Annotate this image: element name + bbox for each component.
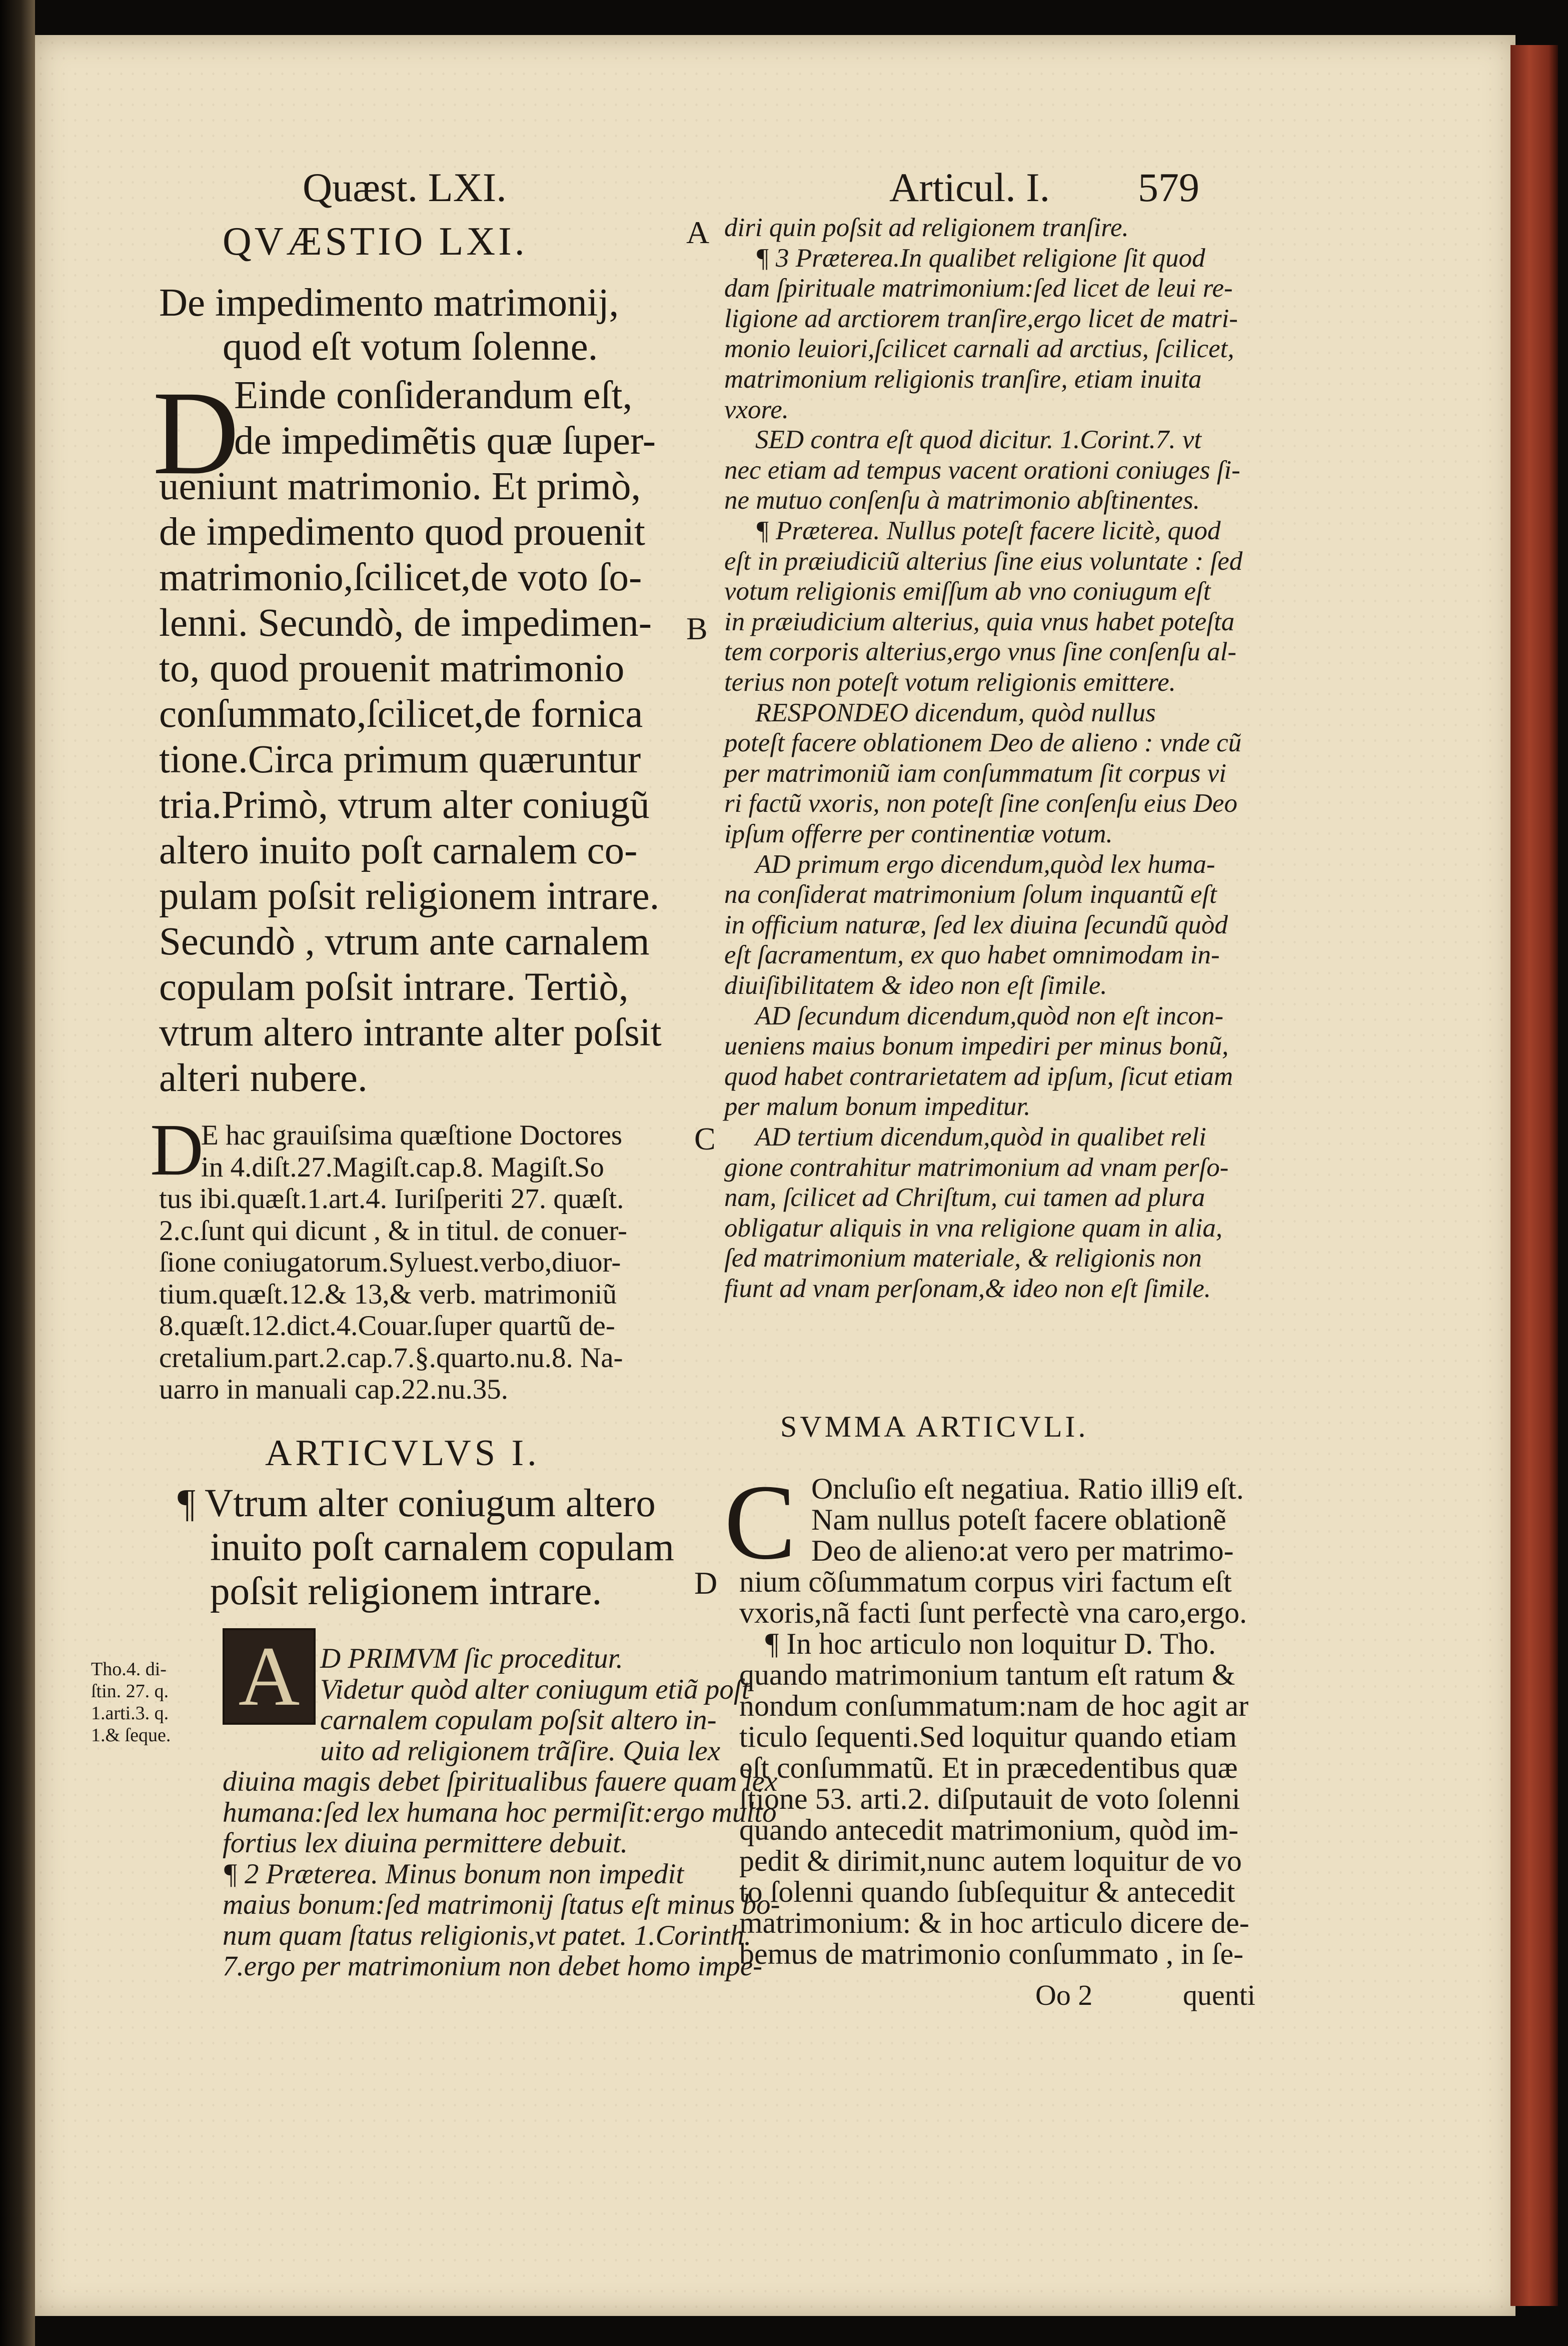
summa-line: eſt conſummatũ. Et in præcedentibus quæ	[739, 1751, 1238, 1784]
artq-line: poſsit religionem intrare.	[210, 1570, 602, 1613]
rightit-line: terius non poteſt votum religionis emittere.	[724, 668, 1176, 697]
notes-dropcap: D	[150, 1109, 204, 1191]
artbody-line: D PRIMVM ſic proceditur.	[320, 1643, 623, 1674]
notes-line: E hac grauiſsima quæſtione Doctores	[201, 1119, 623, 1151]
artbody-line: fortius lex diuina permittere debuit.	[223, 1827, 628, 1859]
artbody-line: carnalem copulam poſsit altero in-	[320, 1704, 717, 1736]
artq-line: ¶ Vtrum alter coniugum altero	[178, 1482, 656, 1525]
summa-line: quando matrimonium tantum eſt ratum &	[739, 1658, 1235, 1691]
rightit-line: AD tertium dicendum,quòd in qualibet reli	[755, 1122, 1206, 1151]
notes-line: 8.quæſt.12.dict.4.Couar.ſuper quartũ de-	[159, 1310, 615, 1342]
rightit-line: na conſiderat matrimonium ſolum inquantũ eſt	[724, 880, 1217, 909]
subtitle-line: quod eſt votum ſolenne.	[223, 325, 598, 369]
rightit-line: ligione ad arctiorem tranſire,ergo licet de matri-	[724, 304, 1238, 333]
rightit-line: poteſt facere oblationem Deo de alieno : vnde cũ	[724, 728, 1242, 758]
intro-line: tria.Primò, vtrum alter coniugũ	[159, 783, 650, 827]
margin-letter-c: C	[694, 1121, 716, 1156]
rightit-line: AD primum ergo dicendum,quòd lex huma-	[755, 849, 1215, 879]
summa-line: matrimonium: & in hoc articulo dicere de-	[739, 1906, 1249, 1939]
intro-line: vtrum altero intrante alter poſsit	[159, 1011, 662, 1054]
summa-line: nium cõſummatum corpus viri factum eſt	[739, 1565, 1232, 1598]
margin-letter-a: A	[686, 215, 710, 250]
rightit-line: eſt in præiudiciũ alterius ſine eius voluntate : ſed	[724, 546, 1243, 576]
rightit-line: ueniens maius bonum impediri per minus bonũ,	[724, 1031, 1229, 1061]
rightit-line: ¶ Præterea. Nullus poteſt facere licitè, quod	[755, 516, 1221, 545]
rightit-line: obligatur aliquis in vna religione quam in alia,	[724, 1213, 1223, 1243]
rightit-line: ri factũ vxoris, non poteſt ſine conſenſu eius Deo	[724, 789, 1237, 818]
intro-line: pulam poſsit religionem intrare.	[159, 874, 660, 918]
intro-line: alteri nubere.	[159, 1056, 368, 1100]
artbody-line: num quam ſtatus religionis,vt patet. 1.Corinth.	[223, 1919, 752, 1951]
rightit-line: matrimonium religionis tranſire, etiam inuita	[724, 365, 1202, 394]
intro-line: de impedimẽtis quæ ſuper-	[234, 419, 656, 463]
intro-line: Einde conſiderandum eſt,	[234, 374, 633, 417]
rightit-line: tem corporis alterius,ergo vnus ſine conſenſu al-	[724, 637, 1237, 667]
intro-line: lenni. Secundò, de impedimen-	[159, 601, 652, 645]
rightit-line: per matrimoniũ iam conſummatum ſit corpus vi	[724, 758, 1226, 788]
rightit-line: SED contra eſt quod dicitur. 1.Corint.7. vt	[755, 425, 1202, 455]
page-number: 579	[1138, 165, 1199, 210]
rightit-line: AD ſecundum dicendum,quòd non eſt incon-	[755, 1001, 1224, 1030]
artbody-line: Videtur quòd alter coniugum etiã poſt	[320, 1673, 750, 1705]
intro-line: ueniunt matrimonio. Et primò,	[159, 465, 641, 508]
notes-line: in 4.diſt.27.Magiſt.cap.8. Magiſt.So	[201, 1151, 604, 1183]
rightit-line: eſt ſacramentum, ex quo habet omnimodam in-	[724, 940, 1220, 970]
notes-line: tus ibi.quæſt.1.art.4. Iuriſperiti 27. quæſt.	[159, 1183, 624, 1215]
summa-dropcap: C	[724, 1462, 796, 1582]
rightit-line: per malum bonum impeditur.	[724, 1092, 1031, 1121]
sidenote-line: ſtin. 27. q.	[91, 1681, 169, 1702]
intro-line: Secundò , vtrum ante carnalem	[159, 920, 650, 963]
rightit-line: dam ſpirituale matrimonium:ſed licet de leui re-	[724, 274, 1233, 303]
summa-line: ſtione 53. arti.2. diſputauit de voto ſolenni	[739, 1782, 1240, 1815]
margin-letter-b: B	[686, 611, 708, 646]
summa-line: bemus de matrimonio conſummato , in ſe-	[739, 1937, 1244, 1970]
artbody-line: diuina magis debet ſpiritualibus fauere quam lex	[223, 1766, 778, 1797]
intro-line: tione.Circa primum quæruntur	[159, 738, 641, 781]
notes-line: ſione coniugatorum.Syluest.verbo,diuor-	[159, 1247, 621, 1278]
book-fore-edge	[1510, 45, 1558, 2306]
rightit-line: votum religionis emiſſum ab vno coniugum eſt	[724, 577, 1211, 606]
running-header-left: Quæst. LXI.	[303, 165, 507, 210]
rightit-line: ne mutuo conſenſu à matrimonio abſtinentes.	[724, 486, 1200, 515]
summa-line: Deo de alieno:at vero per matrimo-	[811, 1534, 1234, 1567]
intro-line: de impedimento quod prouenit	[159, 510, 645, 554]
rightit-line: monio leuiori,ſcilicet carnali ad arctius, ſcilicet,	[724, 334, 1234, 364]
summa-line: to ſolenni quando ſubſequitur & antecedit	[739, 1875, 1235, 1908]
summa-line: ¶ In hoc articulo non loquitur D. Tho.	[765, 1627, 1216, 1660]
artbody-line: humana:ſed lex humana hoc permiſit:ergo multo	[223, 1796, 777, 1828]
margin-letter-d: D	[694, 1565, 718, 1601]
sidenote-line: Tho.4. di-	[91, 1659, 167, 1680]
rightit-line: gione contrahitur matrimonium ad vnam perſo-	[724, 1152, 1229, 1182]
rightit-line: ¶ 3 Præterea.In qualibet religione ſit quod	[755, 243, 1205, 273]
ornamental-initial-woodcut	[223, 1628, 316, 1725]
intro-line: copulam poſsit intrare. Tertiò,	[159, 965, 629, 1009]
subtitle-line: De impedimento matrimonij,	[159, 281, 619, 325]
artq-line: inuito poſt carnalem copulam	[210, 1526, 674, 1569]
intro-line: conſummato,ſcilicet,de fornica	[159, 692, 643, 736]
sidenote-line: 1.& ſeque.	[91, 1725, 171, 1746]
ornamental-initial-letter: A	[238, 1629, 300, 1723]
rightit-line: diuiſibilitatem & ideo non eſt ſimile.	[724, 971, 1107, 1000]
question-title: QVÆSTIO LXI.	[223, 220, 528, 264]
rightit-line: ipſum offerre per continentiæ votum.	[724, 819, 1113, 848]
rightit-line: quod habet contrarietatem ad ipſum, ſicut etiam	[724, 1061, 1233, 1091]
notes-line: cretalium.part.2.cap.7.§.quarto.nu.8. Na-	[159, 1342, 623, 1374]
intro-dropcap: D	[153, 366, 240, 499]
artbody-line: 7.ergo per matrimonium non debet homo impe-	[223, 1950, 763, 1982]
notes-line: tium.quæſt.12.& 13,& verb. matrimoniũ	[159, 1278, 617, 1310]
book-gutter-shadow	[0, 0, 35, 2346]
sidenote-line: 1.arti.3. q.	[91, 1703, 169, 1724]
rightit-line: in officium naturæ, ſed lex diuina ſecundũ quòd	[724, 910, 1228, 939]
catchword: quenti	[1183, 1979, 1255, 2011]
summa-line: quando antecedit matrimonium, quòd im-	[739, 1813, 1239, 1846]
article-title: ARTICVLVS I.	[265, 1433, 540, 1474]
rightit-line: vxore.	[724, 395, 789, 424]
rightit-line: nam, ſcilicet ad Chriſtum, cui tamen ad plura	[724, 1183, 1205, 1213]
summa-line: pedit & dirimit,nunc autem loquitur de vo	[739, 1844, 1242, 1877]
signature-mark: Oo 2	[1035, 1979, 1093, 2011]
summa-line: Oncluſio eſt negatiua. Ratio illi9 eſt.	[811, 1472, 1244, 1505]
intro-line: altero inuito poſt carnalem co-	[159, 829, 638, 872]
intro-line: to, quod prouenit matrimonio	[159, 647, 625, 690]
rightit-line: nec etiam ad tempus vacent orationi coniuges ſi-	[724, 455, 1240, 485]
intro-line: matrimonio,ſcilicet,de voto ſo-	[159, 556, 642, 599]
summa-line: vxoris,nã facti ſunt perfectè vna caro,ergo.	[739, 1596, 1247, 1629]
rightit-line: fiunt ad vnam perſonam,& ideo non eſt ſimile.	[724, 1274, 1211, 1303]
artbody-line: ¶ 2 Præterea. Minus bonum non impedit	[223, 1858, 684, 1890]
notes-line: uarro in manuali cap.22.nu.35.	[159, 1374, 509, 1405]
artbody-line: maius bonum:ſed matrimonij ſtatus eſt minus bo-	[223, 1889, 780, 1920]
running-header-right: Articul. I.	[889, 165, 1050, 210]
rightit-line: RESPONDEO dicendum, quòd nullus	[755, 698, 1156, 727]
summa-title: SVMMA ARTICVLI.	[780, 1410, 1089, 1443]
artbody-line: uito ad religionem trãſire. Quia lex	[320, 1735, 721, 1767]
summa-line: nondum conſummatum:nam de hoc agit ar	[739, 1689, 1249, 1722]
summa-line: Nam nullus poteſt facere oblationẽ	[811, 1503, 1226, 1536]
rightit-line: diri quin poſsit ad religionem tranſire.	[724, 213, 1129, 242]
notes-line: 2.c.ſunt qui dicunt , & in titul. de conuer-	[159, 1215, 628, 1247]
rightit-line: ſed matrimonium materiale, & religionis non	[724, 1244, 1202, 1273]
summa-line: ticulo ſequenti.Sed loquitur quando etiam	[739, 1720, 1237, 1753]
rightit-line: in præiudicium alterius, quia vnus habet poteſta	[724, 607, 1235, 636]
